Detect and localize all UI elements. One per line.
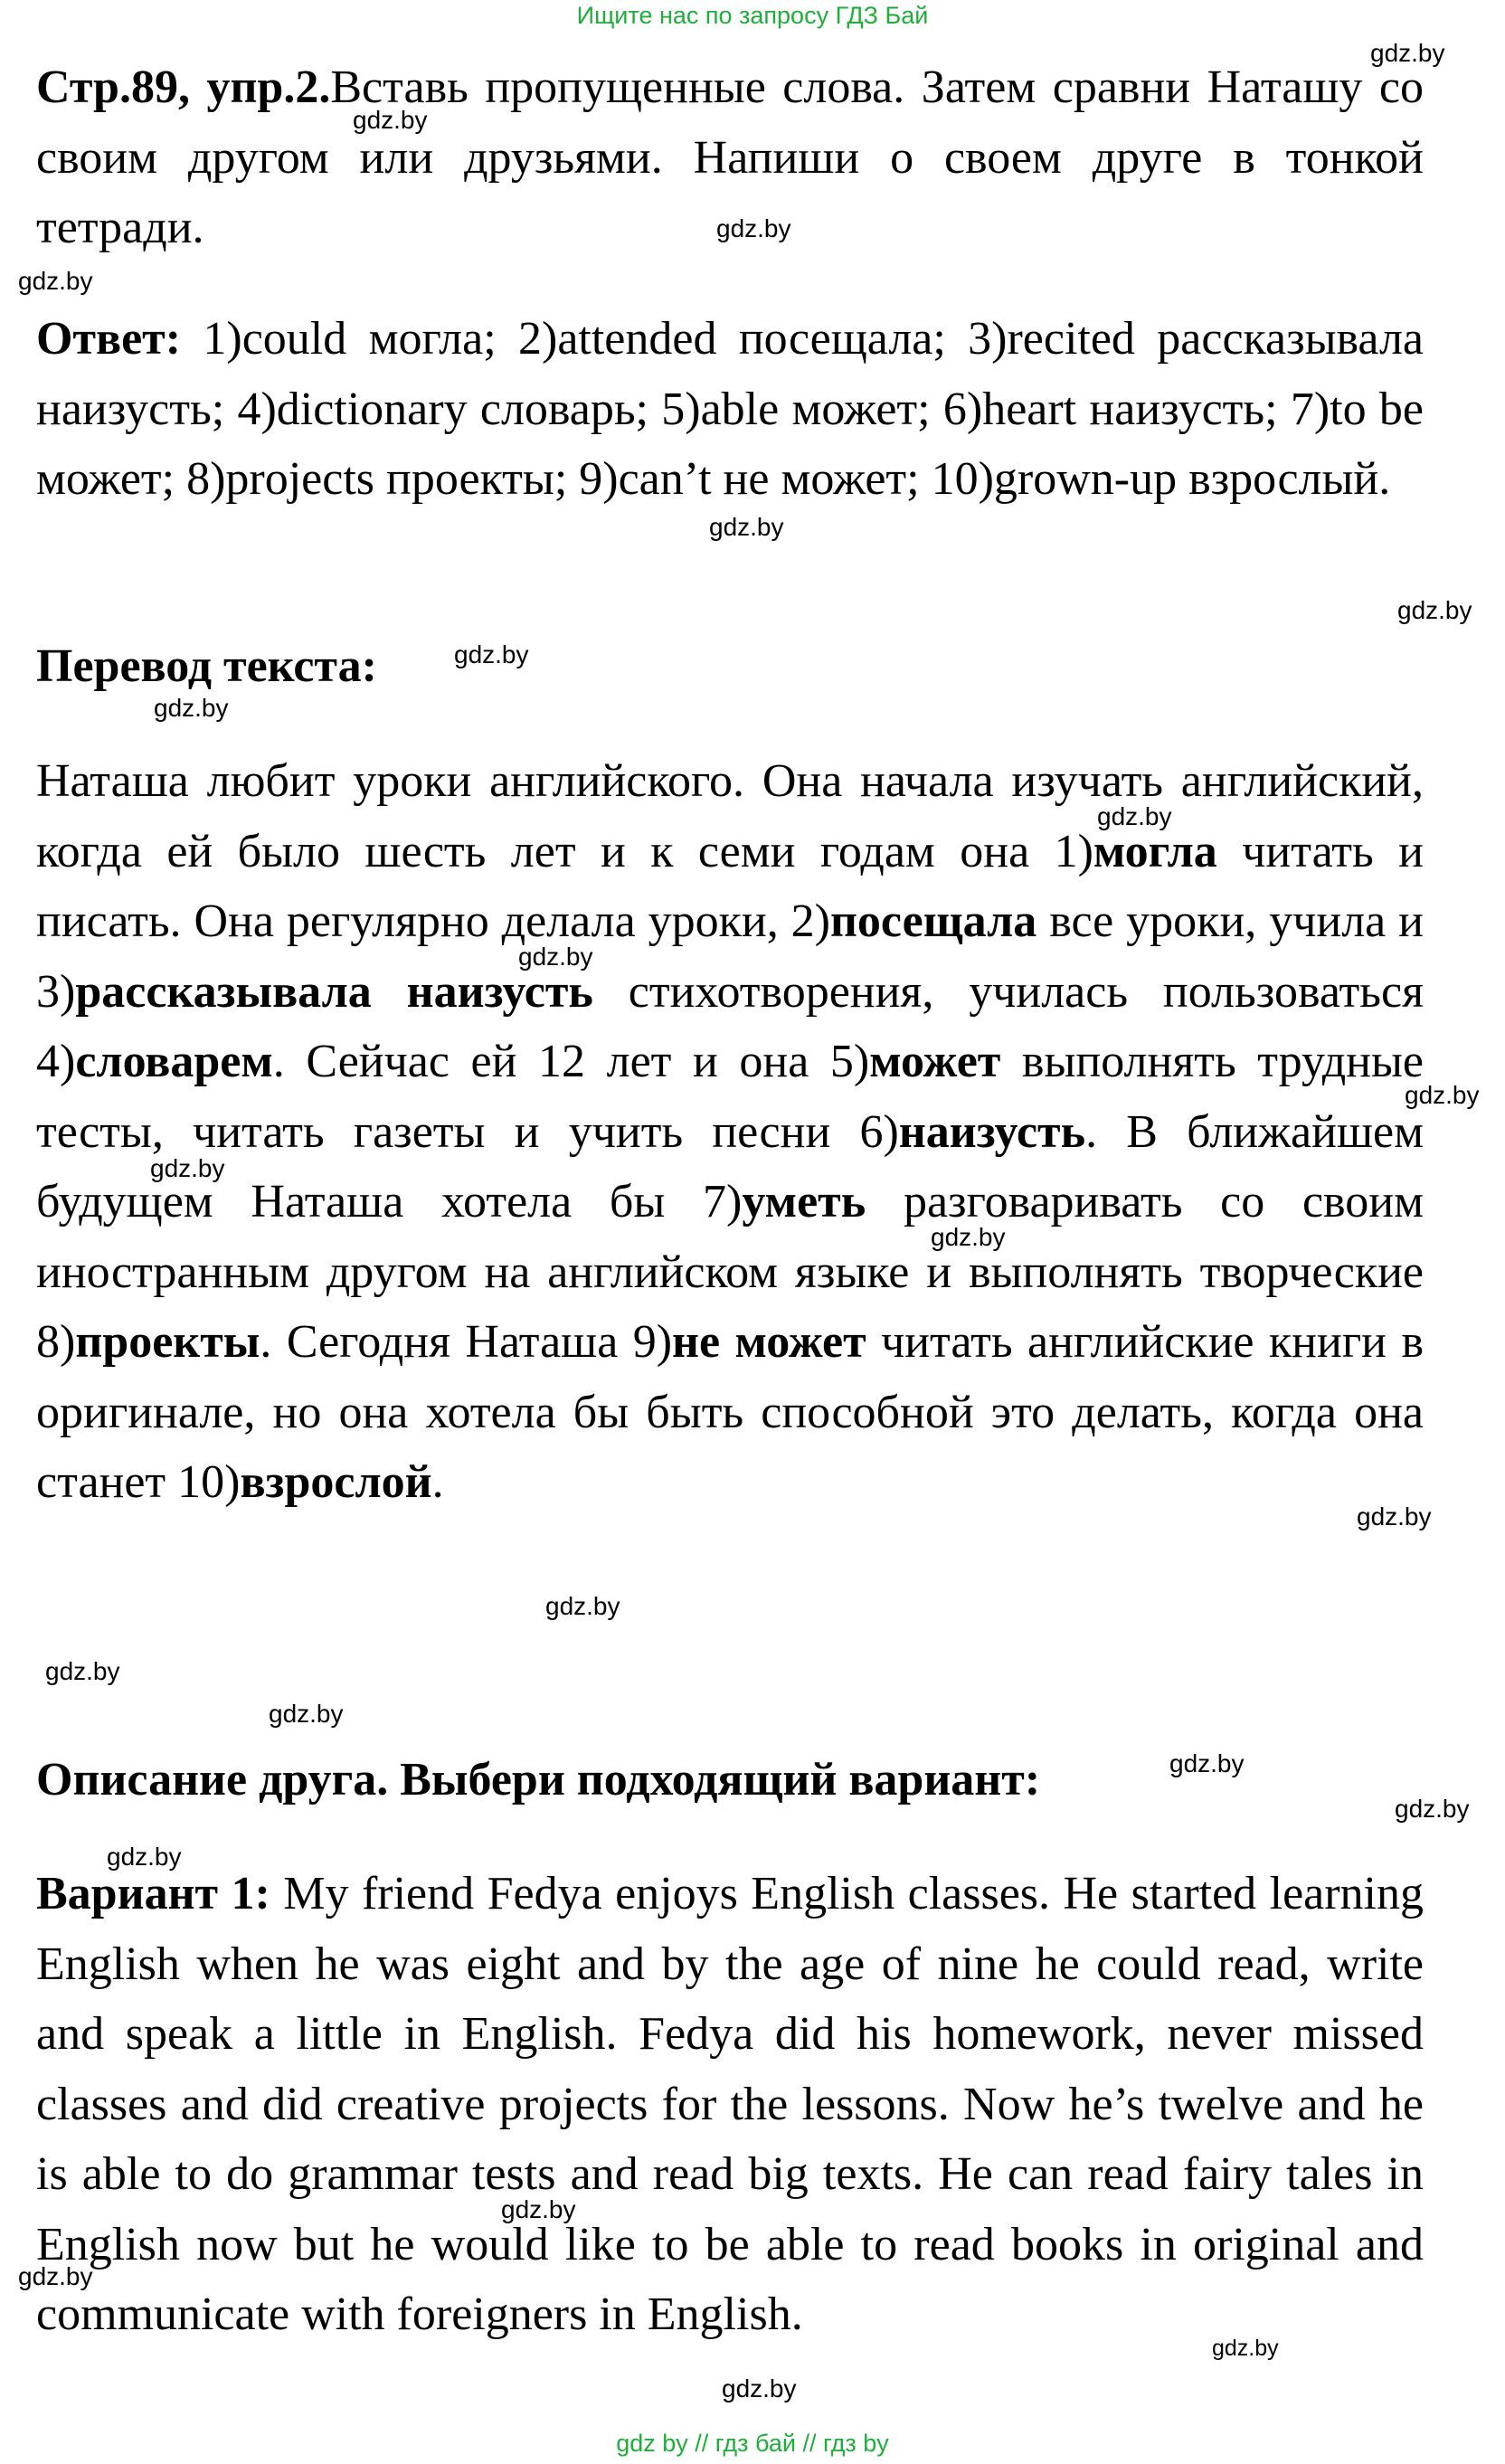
watermark: gdz.by bbox=[709, 513, 784, 541]
translation-heading bbox=[36, 631, 1424, 702]
translation-segment: Наташа любит уроки английского. Она начала изучать английский, когда ей было шесть лет и к семи годам она 1) bbox=[36, 755, 1424, 877]
description-heading-text: Описание друга. Выбери подходящий вариант: bbox=[36, 1754, 1041, 1805]
watermark: gdz.by bbox=[1395, 1795, 1470, 1823]
watermark: gdz.by bbox=[353, 106, 428, 134]
translation-segment: все уроки, учила и 3) bbox=[36, 896, 1424, 1018]
translation-segment: стихотворения, училась пользоваться 4) bbox=[36, 965, 1424, 1087]
watermark: gdz.by bbox=[18, 2262, 93, 2290]
bottom-banner[interactable]: gdz by // гдз бай // гдз by bbox=[616, 2430, 889, 2457]
variant-text: My friend Fedya enjoys English classes. He started learning English when he was eight and by the age of nine he could read, write and speak a little in English. Fedya did his homework, never missed classes and did creative projects for the lessons. Now he’s twelve and he is able to do grammar tests and read big texts. He can read fairy tales in English now but he would like to be able to read books in original and communicate with foreigners in English. bbox=[36, 1868, 1424, 2340]
watermark: gdz.by bbox=[1357, 1502, 1432, 1531]
translation-answer: могла bbox=[1093, 825, 1217, 877]
translation-answer: рассказывала наизусть bbox=[75, 965, 593, 1018]
watermark: gdz.by bbox=[1212, 2336, 1279, 2361]
translation-segment: выполнять трудные тесты, читать газеты и учить песни 6) bbox=[36, 1036, 1424, 1158]
answer-label: Ответ: bbox=[36, 313, 182, 365]
watermark: gdz.by bbox=[45, 1657, 120, 1685]
translation-answer: может bbox=[869, 1036, 1001, 1087]
watermark: gdz.by bbox=[716, 214, 791, 242]
top-banner[interactable]: Ищите нас по запросу ГДЗ Бай bbox=[576, 2, 929, 29]
watermark: gdz.by bbox=[154, 694, 229, 722]
watermark: gdz.by bbox=[722, 2374, 797, 2402]
translation-heading-text: Перевод текста: bbox=[36, 640, 377, 692]
watermark: gdz.by bbox=[454, 640, 529, 668]
translation-answer: посещала bbox=[829, 896, 1037, 947]
watermark: gdz.by bbox=[1097, 802, 1172, 830]
watermark: gdz.by bbox=[107, 1843, 182, 1871]
variant-block bbox=[36, 1859, 1424, 2350]
watermark: gdz.by bbox=[518, 943, 593, 971]
translation-answer: уметь bbox=[742, 1176, 866, 1227]
translation-text bbox=[36, 746, 1424, 1518]
translation-answer: проекты bbox=[75, 1316, 260, 1368]
answer-block bbox=[36, 304, 1424, 515]
task-text: Вставь пропущенные слова. Затем сравни Наташу со своим другом или друзьями. Напиши о своем друге в тонкой тетради. bbox=[36, 62, 1424, 253]
translation-answer: не может bbox=[672, 1316, 866, 1368]
variant-label: Вариант 1: bbox=[36, 1868, 270, 1919]
watermark: gdz.by bbox=[1405, 1081, 1480, 1109]
answer-text: 1)could могла; 2)attended посещала; 3)recited рассказывала наизусть; 4)dictionary словарь; 5)able может; 6)heart наизусть; 7)to be может; 8)projects проекты; 9)can’t не может; 10)grown-up взрослый. bbox=[36, 313, 1424, 505]
watermark: gdz.by bbox=[269, 1700, 344, 1728]
translation-segment: . Сейчас ей 12 лет и она 5) bbox=[272, 1036, 870, 1087]
translation-segment: разговаривать со своим иностранным другом на английском языке и выполнять творческие 8) bbox=[36, 1176, 1424, 1368]
translation-segment: читать английские книги в оригинале, но она хотела бы быть способной это делать, когда она станет 10) bbox=[36, 1316, 1424, 1508]
translation-segment: . bbox=[431, 1456, 444, 1508]
translation-segment: читать и писать. Она регулярно делала уроки, 2) bbox=[36, 825, 1425, 947]
translation-answer: словарем bbox=[75, 1036, 273, 1087]
watermark: gdz.by bbox=[501, 2195, 576, 2223]
watermark: gdz.by bbox=[931, 1223, 1006, 1251]
page-reference: Стр.89, упр.2. bbox=[36, 62, 331, 113]
watermark: gdz.by bbox=[1397, 596, 1472, 624]
watermark: gdz.by bbox=[545, 1592, 620, 1620]
translation-segment: . В ближайшем будущем Наташа хотела бы 7) bbox=[36, 1105, 1424, 1227]
translation-answer: взрослой bbox=[240, 1456, 432, 1508]
watermark: gdz.by bbox=[1169, 1749, 1245, 1777]
translation-segment: . Сегодня Наташа 9) bbox=[260, 1316, 673, 1368]
watermark: gdz.by bbox=[18, 267, 93, 295]
translation-answer: наизусть bbox=[898, 1105, 1086, 1158]
watermark: gdz.by bbox=[150, 1154, 225, 1182]
watermark: gdz.by bbox=[1370, 39, 1445, 67]
